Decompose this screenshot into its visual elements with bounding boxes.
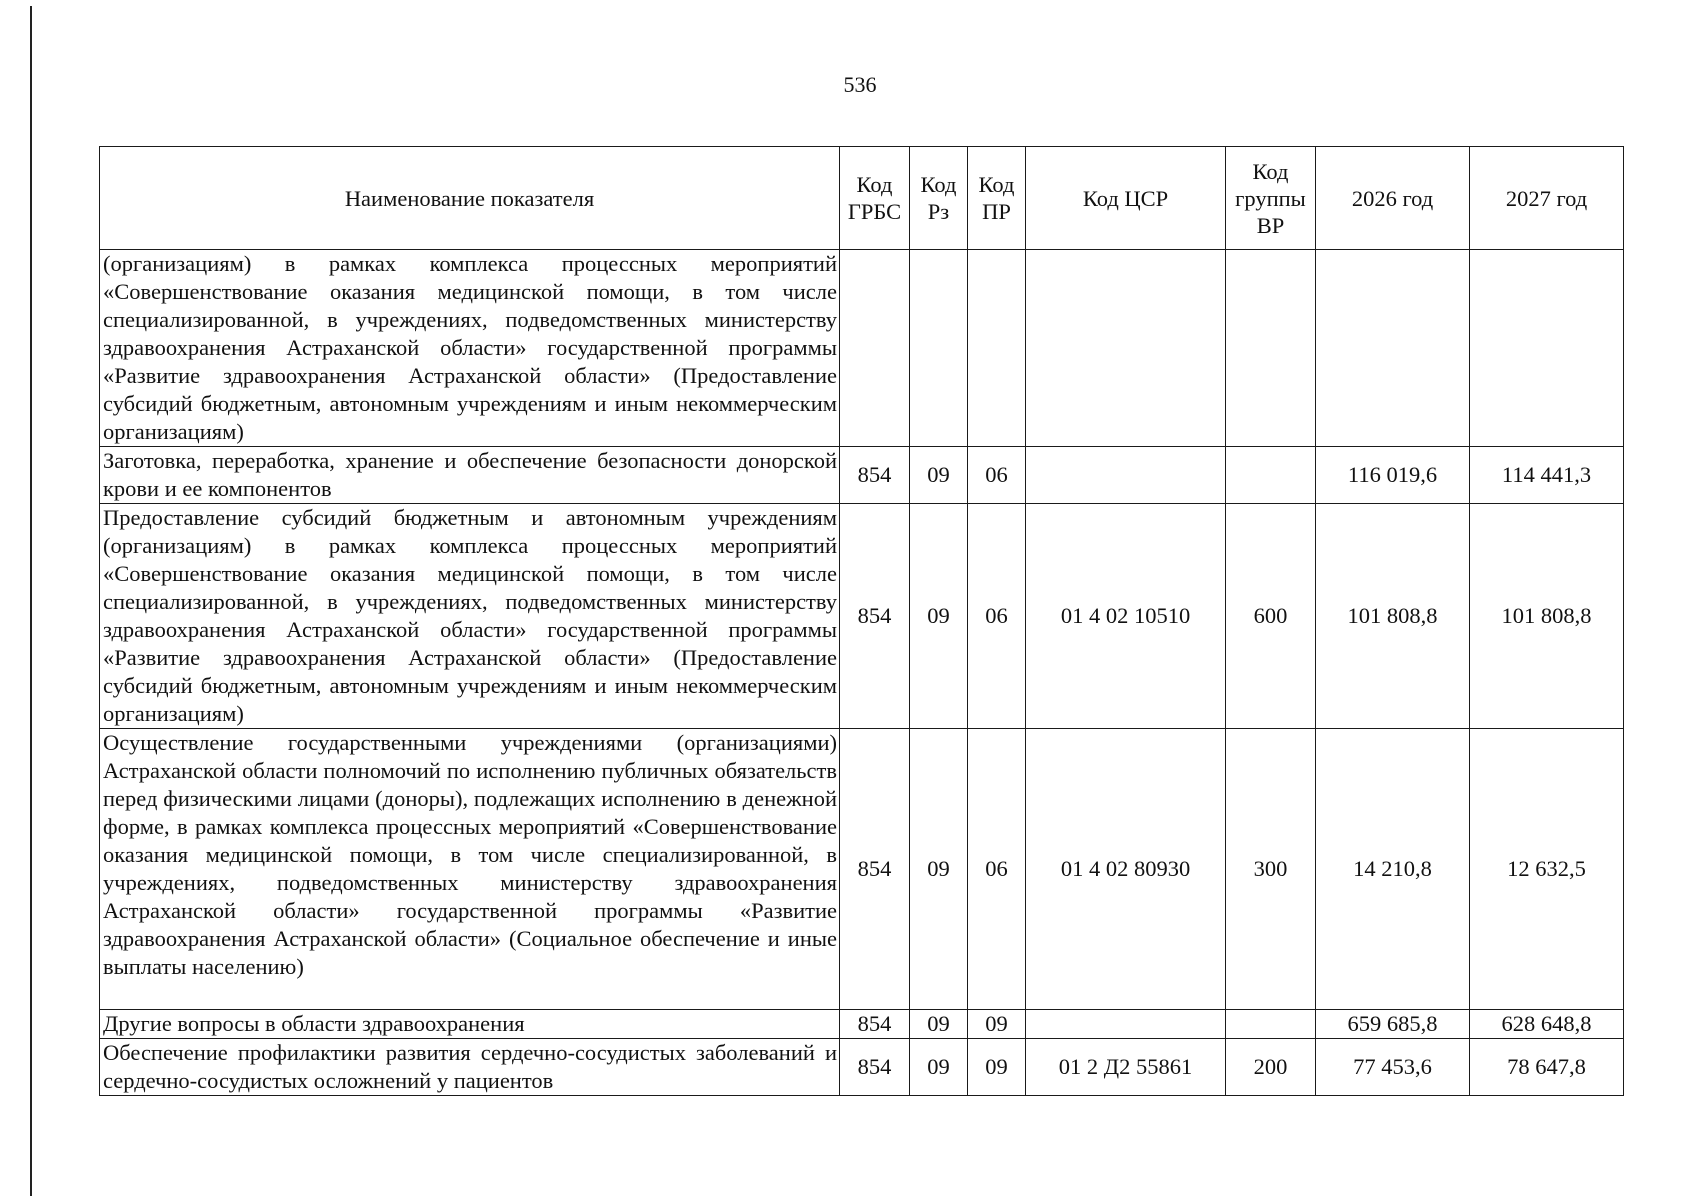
table-row	[100, 250, 1624, 447]
row-2027	[1470, 250, 1624, 447]
table-row	[100, 1039, 1624, 1096]
header-csr: Код ЦСР	[1026, 147, 1226, 250]
row-name: Другие вопросы в области здравоохранения	[100, 1010, 840, 1039]
row-vr: 200	[1226, 1039, 1316, 1096]
row-2027: 12 632,5	[1470, 729, 1624, 1010]
row-name: (организациям) в рамках комплекса процессных мероприятий «Совершенствование оказания медицинской помощи, в том числе специализированной, в учреждениях, подведомственных министерству здравоохранения Астраханской области» государственной программы «Развитие здравоохранения Астраханской области» (Предоставление субсидий бюджетным, автономным учреждениям и иным некоммерческим организациям)	[100, 250, 840, 447]
row-2027: 628 648,8	[1470, 1010, 1624, 1039]
row-rz: 09	[910, 447, 968, 504]
row-name: Заготовка, переработка, хранение и обеспечение безопасности донорской крови и ее компонентов	[100, 447, 840, 504]
row-2026: 14 210,8	[1316, 729, 1470, 1010]
header-name: Наименование показателя	[100, 147, 840, 250]
row-vr: 600	[1226, 504, 1316, 729]
row-rz	[910, 250, 968, 447]
header-rz: Код Рз	[910, 147, 968, 250]
binding-margin-line	[30, 6, 32, 1196]
row-grbs: 854	[840, 1010, 910, 1039]
table-header-row	[100, 147, 1624, 250]
row-vr: 300	[1226, 729, 1316, 1010]
row-name: Предоставление субсидий бюджетным и автономным учреждениям (организациям) в рамках комплекса процессных мероприятий «Совершенствование оказания медицинской помощи, в том числе специализированной, в учреждениях, подведомственных министерству здравоохранения Астраханской области» государственной программы «Развитие здравоохранения Астраханской области» (Предоставление субсидий бюджетным, автономным учреждениям и иным некоммерческим организациям)	[100, 504, 840, 729]
row-vr	[1226, 1010, 1316, 1039]
row-2027: 101 808,8	[1470, 504, 1624, 729]
row-2026: 659 685,8	[1316, 1010, 1470, 1039]
row-2027: 114 441,3	[1470, 447, 1624, 504]
row-csr: 01 2 Д2 55861	[1026, 1039, 1226, 1096]
row-2027: 78 647,8	[1470, 1039, 1624, 1096]
header-2027: 2027 год	[1470, 147, 1624, 250]
row-csr	[1026, 250, 1226, 447]
row-rz: 09	[910, 1039, 968, 1096]
header-vr: Код группы ВР	[1226, 147, 1316, 250]
header-2026: 2026 год	[1316, 147, 1470, 250]
row-2026: 77 453,6	[1316, 1039, 1470, 1096]
row-2026	[1316, 250, 1470, 447]
table-row	[100, 729, 1624, 1010]
row-grbs: 854	[840, 504, 910, 729]
table-row	[100, 447, 1624, 504]
table-row	[100, 504, 1624, 729]
row-pr	[968, 250, 1026, 447]
row-vr	[1226, 447, 1316, 504]
row-grbs	[840, 250, 910, 447]
row-pr: 06	[968, 504, 1026, 729]
row-pr: 06	[968, 729, 1026, 1010]
row-grbs: 854	[840, 1039, 910, 1096]
header-grbs: Код ГРБС	[840, 147, 910, 250]
row-csr: 01 4 02 80930	[1026, 729, 1226, 1010]
page-number: 536	[843, 72, 877, 97]
budget-table	[99, 146, 1624, 1096]
row-2026: 101 808,8	[1316, 504, 1470, 729]
row-csr	[1026, 1010, 1226, 1039]
row-vr	[1226, 250, 1316, 447]
row-pr: 09	[968, 1010, 1026, 1039]
row-pr: 09	[968, 1039, 1026, 1096]
row-rz: 09	[910, 729, 968, 1010]
header-pr: Код ПР	[968, 147, 1026, 250]
row-name: Обеспечение профилактики развития сердечно-сосудистых заболеваний и сердечно-сосудистых осложнений у пациентов	[100, 1039, 840, 1096]
row-grbs: 854	[840, 447, 910, 504]
row-rz: 09	[910, 1010, 968, 1039]
row-grbs: 854	[840, 729, 910, 1010]
row-pr: 06	[968, 447, 1026, 504]
row-2026: 116 019,6	[1316, 447, 1470, 504]
row-csr	[1026, 447, 1226, 504]
table-row	[100, 1010, 1624, 1039]
row-rz: 09	[910, 504, 968, 729]
row-name: Осуществление государственными учреждениями (организациями) Астраханской области полномочий по исполнению публичных обязательств перед физическими лицами (доноры), подлежащих исполнению в денежной форме, в рамках комплекса процессных мероприятий «Совершенствование оказания медицинской помощи, в том числе специализированной, в учреждениях, подведомственных министерству здравоохранения Астраханской области» государственной программы «Развитие здравоохранения Астраханской области» (Социальное обеспечение и иные выплаты населению)	[100, 729, 840, 1010]
row-csr: 01 4 02 10510	[1026, 504, 1226, 729]
